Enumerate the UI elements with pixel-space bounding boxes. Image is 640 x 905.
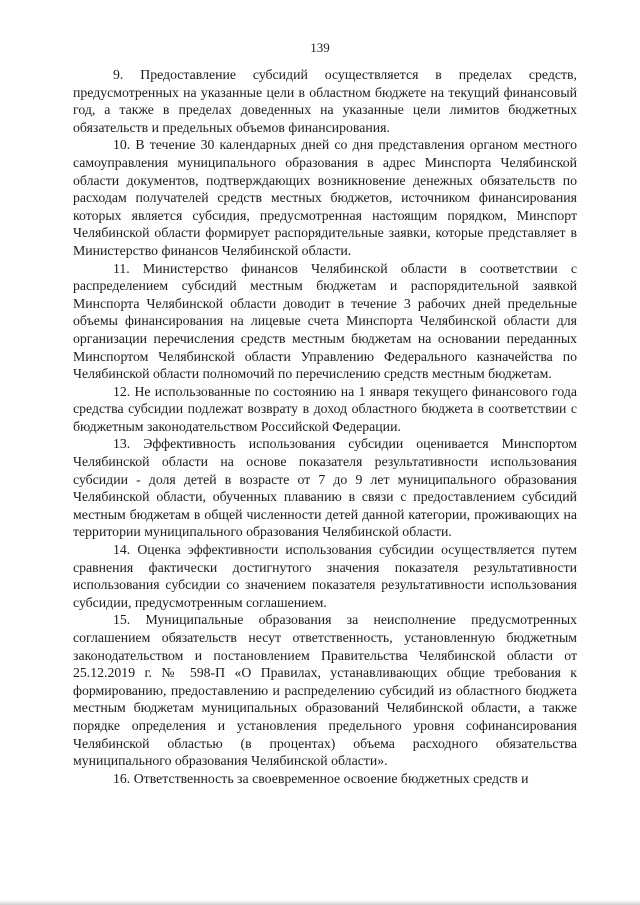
page-number: 139: [310, 40, 330, 55]
paragraph-10: 10. В течение 30 календарных дней со дня представления органом местного самоуправления муниципального образования в адрес Минспорта Челябинской области документов, подтверждающих возникновение денежных обязательств по расходам получателей средств местных бюджетов, источником финансирования которых является субсидия, предусмотренная настоящим порядком, Минспорт Челябинской области формирует распорядительные заявки, которые представляет в Министерство финансов Челябинской области.: [73, 137, 577, 258]
paragraph-13: 13. Эффективность использования субсидии оценивается Минспортом Челябинской области на основе показателя результативности использования субсидии - доля детей в возрасте от 7 до 9 лет муниципального образования Челябинской области, обученных плаванию в связи с предоставлением субсидий местным бюджетам в общей численности детей данной категории, проживающих на территории муниципального образования Челябинской области.: [73, 436, 577, 540]
document-body: [73, 66, 577, 787]
paragraph-15: 15. Муниципальные образования за неисполнение предусмотренных соглашением обязательств несут ответственность, установленную бюджетным законодательством и постановлением Правительства Челябинской области от 25.12.2019 г. № 598-П «О Правилах, устанавливающих общие требования к формированию, предоставлению и распределению субсидий из областного бюджета местным бюджетам муниципальных образований Челябинской области, а также порядке определения и установления предельного уровня софинансирования Челябинской областью (в процентах) объема расходного обязательства муниципального образования Челябинской области».: [73, 612, 577, 769]
paragraph-14: 14. Оценка эффективности использования субсидии осуществляется путем сравнения фактически достигнутого значения показателя результативности использования субсидии со значением показателя результативности использования субсидии, предусмотренным соглашением.: [73, 542, 577, 610]
scan-edge: [0, 900, 640, 905]
paragraph-12: 12. Не использованные по состоянию на 1 января текущего финансового года средства субсидии подлежат возврату в доход областного бюджета в соответствии с бюджетным законодательством Российской Федерации.: [73, 383, 577, 434]
paragraph-9: 9. Предоставление субсидий осуществляется в пределах средств, предусмотренных на указанные цели в областном бюджете на текущий финансовый год, а также в пределах доведенных на указанные цели лимитов бюджетных обязательств и предельных объемов финансирования.: [73, 67, 577, 135]
paragraph-11: 11. Министерство финансов Челябинской области в соответствии с распределением субсидий местным бюджетам и распорядительной заявкой Минспорта Челябинской области доводит в течение 3 рабочих дней предельные объемы финансирования на лицевые счета Минспорта Челябинской области для организации перечисления средств местным бюджетам на основании переданных Минспортом Челябинской области Управлению Федерального казначейства по Челябинской области полномочий по перечислению средств местным бюджетам.: [73, 260, 577, 382]
paragraph-16: 16. Ответственность за своевременное освоение бюджетных средств и: [113, 770, 529, 786]
